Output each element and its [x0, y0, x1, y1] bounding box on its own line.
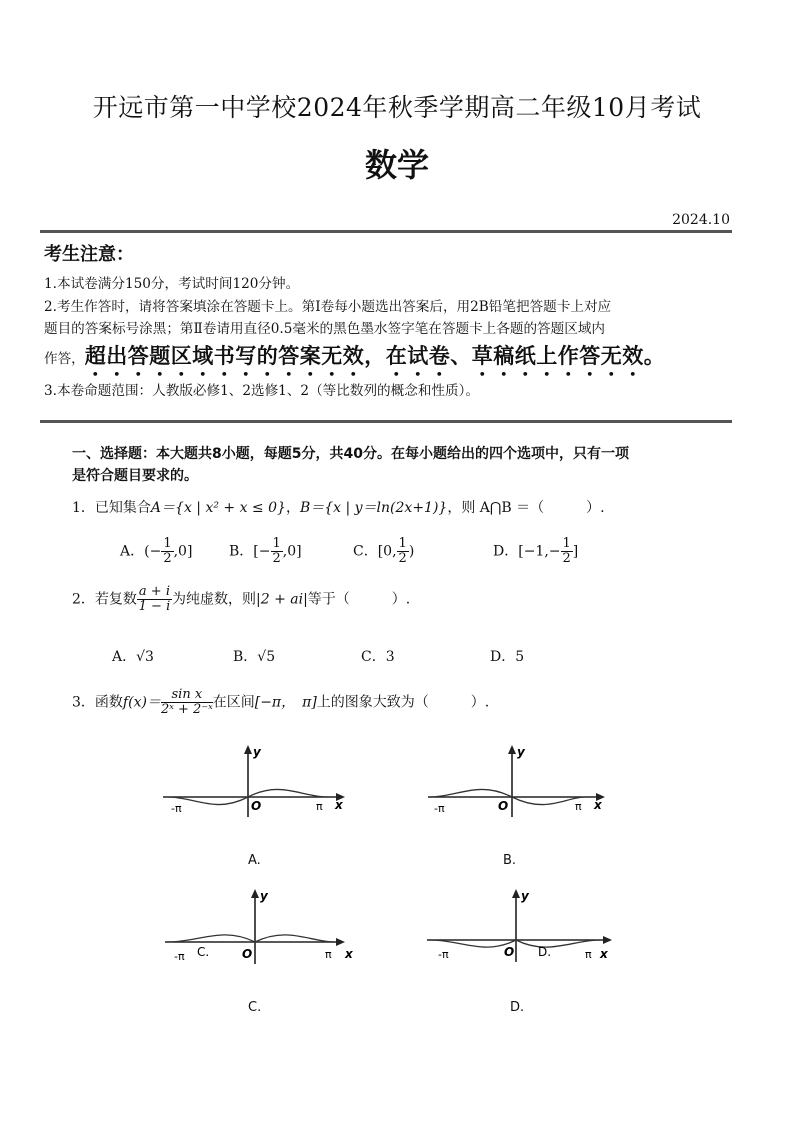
notice-emphasis: 超出答题区域书写的答案无效，在试卷、草稿纸上作答无效。 [84, 344, 666, 368]
x-axis-label: x [594, 798, 602, 812]
question-1-sep: ， [285, 500, 300, 516]
question-2-option-b: B．√5 [233, 649, 276, 665]
pi-label: π [316, 800, 323, 813]
notice-item-1: 1.本试卷满分150分，考试时间120分钟。 [44, 276, 300, 292]
question-1-option-d: D．[−1,− $\frac{1}{2}$ ] [493, 536, 579, 566]
neg-pi-label: -π [438, 948, 449, 961]
y-axis-label: y [253, 745, 261, 759]
x-axis-label: x [345, 947, 353, 961]
neg-pi-label: -π [434, 802, 445, 815]
question-3-interval: [−π， π] [254, 694, 317, 711]
question-1-option-b: B．[− $\frac{1}{2}$ ,0] [229, 536, 302, 566]
graph-d-label: D. [510, 1000, 525, 1015]
question-2-suffix: 等于（ ）. [307, 591, 411, 608]
fraction: $\frac{1}{2}$ [562, 536, 571, 566]
option-a-label: A． [120, 543, 145, 560]
graph-b-label: B. [503, 853, 517, 868]
question-3-fraction: $\frac{\text{sin x}}{\text{2ˣ + 2⁻ˣ}}$ [160, 687, 213, 717]
neg-pi-label: -π [174, 950, 185, 963]
graph-c-label: C. [248, 1000, 262, 1015]
question-2 [72, 585, 732, 614]
question-1 [72, 497, 732, 517]
question-1-set-a: A＝{x | x² + x ≤ 0} [150, 500, 286, 516]
pi-label: π [325, 948, 332, 961]
question-2-number: 2． [72, 591, 95, 608]
section-heading-line-1: 一、选择题：本大题共8小题，每题5分，共40分。在每小题给出的四个选项中，只有一项 [72, 446, 629, 462]
question-3-number: 3． [72, 694, 95, 711]
question-2-fraction: $\frac{a + i}{1 - i}$ [138, 584, 171, 614]
question-2-option-c: C．3 [361, 649, 395, 665]
question-3-prefix: 函数 [94, 694, 123, 711]
graph-option-a [155, 742, 355, 822]
fraction: $\frac{1}{2}$ [272, 536, 281, 566]
question-1-option-c: C．[0, $\frac{1}{2}$ ) [353, 536, 415, 566]
exam-title: 开远市第一中学校2024年秋季学期高二年级10月考试 [92, 93, 702, 122]
divider-bottom [40, 420, 732, 423]
fraction: $\frac{1}{2}$ [163, 536, 172, 566]
question-1-number: 1． [72, 500, 95, 516]
question-2-prefix: 若复数 [94, 591, 137, 608]
neg-pi-label: -π [171, 802, 182, 815]
notice-item-2-prefix: 作答， [44, 351, 85, 367]
fraction: $\frac{1}{2}$ [398, 536, 407, 566]
question-2-mid: 为纯虚数，则 [172, 591, 256, 608]
graph-d-inline-label: D. [538, 945, 552, 959]
graph-option-d [422, 886, 622, 966]
pi-label: π [585, 948, 592, 961]
pi-label: π [575, 800, 582, 813]
question-2-option-d: D．5 [490, 649, 525, 665]
graph-option-b [420, 742, 620, 822]
y-axis-label: y [517, 745, 525, 759]
graph-c-inline-label: C. [197, 945, 210, 959]
origin-label: O [498, 799, 509, 813]
origin-label: O [504, 945, 515, 959]
question-1-prefix: 已知集合 [94, 500, 151, 516]
option-d-label: D． [493, 543, 519, 560]
question-1-option-a: A．(− $\frac{1}{2}$ ,0] [120, 536, 193, 566]
notice-item-3: 3.本卷命题范围：人教版必修1、2选修1、2（等比数列的概念和性质）。 [44, 383, 479, 399]
notice-item-2-line-2: 题目的答案标号涂黑；第Ⅱ卷请用直径0.5毫米的黑色墨水签字笔在答题卡上各题的答题区域内 [44, 321, 606, 337]
question-2-expr: |2 + ai| [256, 591, 308, 608]
question-3-mid: 在区间 [212, 694, 255, 711]
origin-label: O [251, 799, 262, 813]
x-axis-label: x [335, 798, 343, 812]
question-3 [72, 688, 732, 717]
notice-item-2-line-3 [44, 342, 732, 381]
x-axis-label: x [600, 947, 608, 961]
question-3-suffix: 上的图象大致为（ ）. [316, 694, 490, 711]
option-c-label: C． [353, 543, 378, 560]
divider-top [40, 230, 732, 233]
subject-title: 数学 [364, 146, 429, 184]
section-heading-line-2: 是符合题目要求的。 [72, 468, 198, 484]
exam-date: 2024.10 [672, 212, 730, 228]
notice-heading: 考生注意： [44, 244, 134, 265]
question-1-set-b: B＝{x | y＝ln(2x+1)} [299, 500, 448, 516]
origin-label: O [242, 947, 253, 961]
question-2-option-a: A．√3 [112, 649, 154, 665]
question-1-suffix: ，则 A⋂B ＝（ ）. [447, 500, 605, 516]
section-heading [72, 443, 732, 487]
graph-a-label: A. [248, 853, 261, 868]
y-axis-label: y [260, 889, 268, 903]
question-3-fx: f(x)＝ [122, 694, 161, 711]
option-b-label: B． [229, 543, 254, 560]
notice-item-2-line-1: 2.考生作答时，请将答案填涂在答题卡上。第Ⅰ卷每小题选出答案后，用2B铅笔把答题卡上对应 [44, 299, 612, 315]
graph-option-c [160, 886, 360, 966]
y-axis-label: y [521, 889, 529, 903]
